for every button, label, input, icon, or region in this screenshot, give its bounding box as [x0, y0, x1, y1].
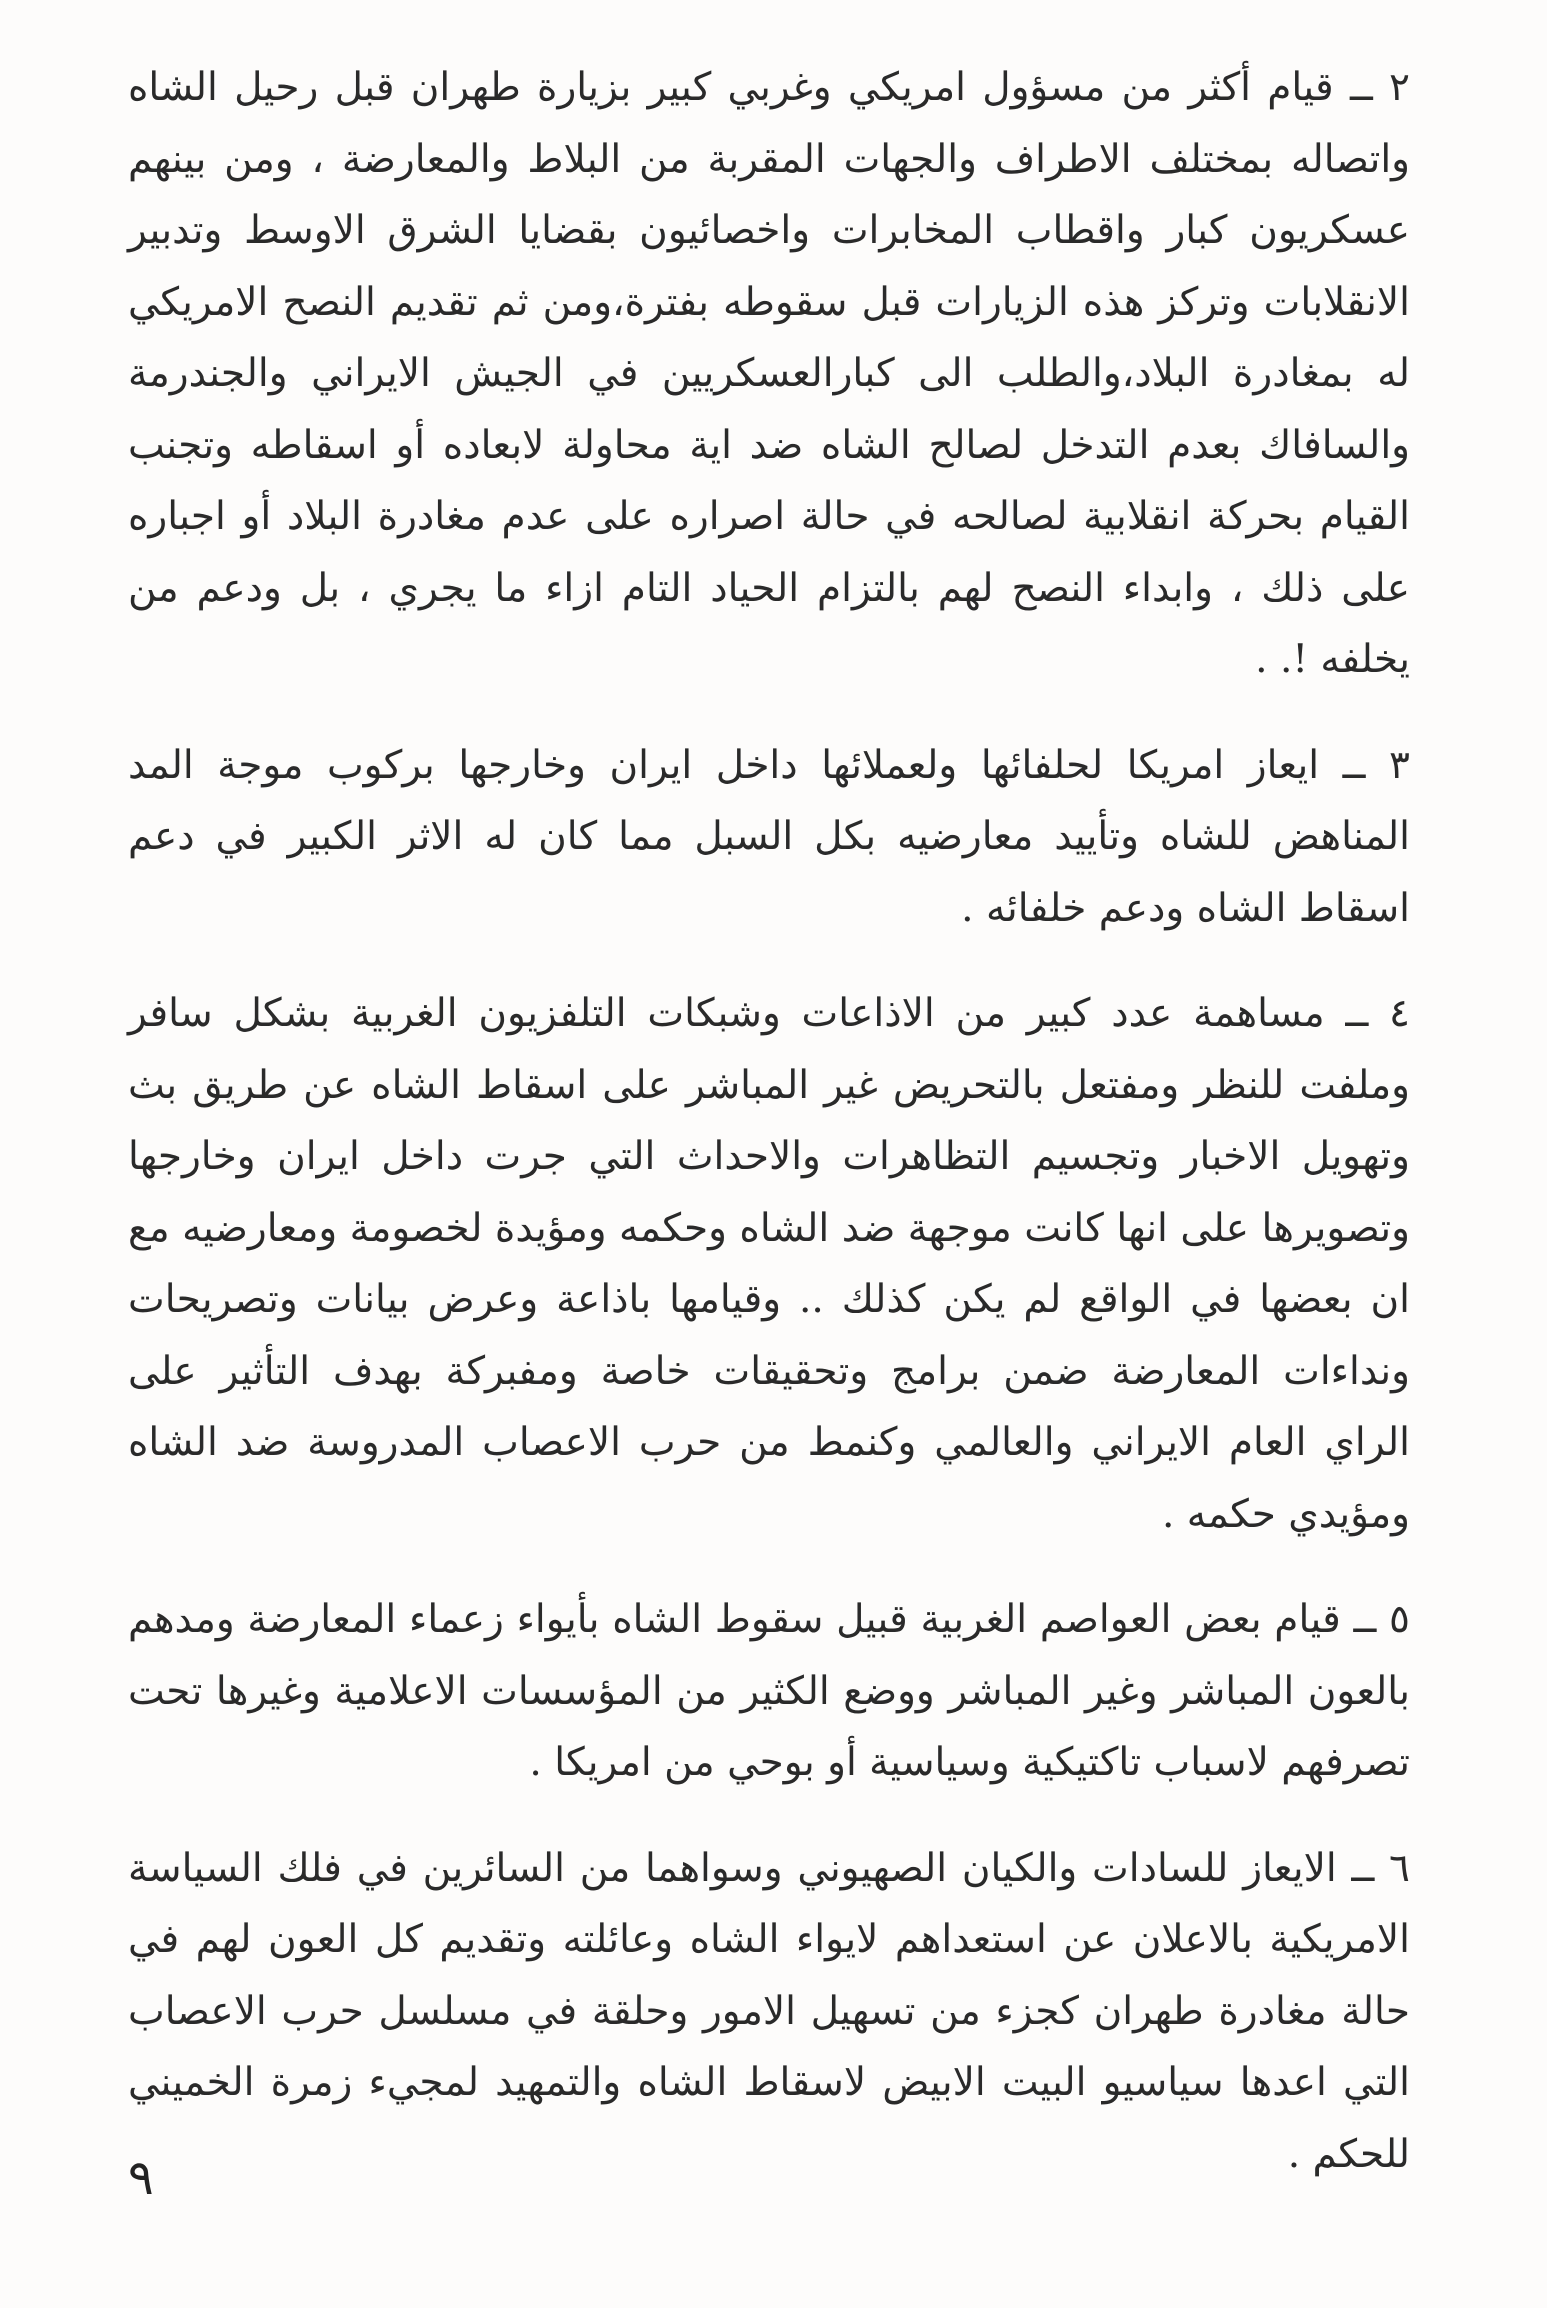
paragraph-6: ٦ ــ الايعاز للسادات والكيان الصهيوني وسواهما من السائرين في فلك السياسة الامريكية بالاعلان عن استعداهم لايواء الشاه وعائلته وتقديم كل العون لهم في حالة مغادرة طهران كجزء من تسهيل الامور وحلقة في مسلسل حرب الاعصاب التي اعدها سياسيو البيت الابيض لاسقاط الشاه والتمهيد لمجيء زمرة الخميني للحكم . [128, 1845, 1410, 2177]
paragraph-3: ٣ ــ ايعاز امريكا لحلفائها ولعملائها داخل ايران وخارجها بركوب موجة المد المناهض للشاه وتأييد معارضيه بكل السبل مما كان له الاثر الكبير في دعم اسقاط الشاه ودعم خلفائه . [128, 742, 1410, 931]
page-number: ٩ [128, 2150, 154, 2206]
paragraph-5: ٥ ــ قيام بعض العواصم الغربية قبيل سقوط الشاه بأيواء زعماء المعارضة ومدهم بالعون المباشر وغير المباشر ووضع الكثير من المؤسسات الاعلامية وغيرها تحت تصرفهم لاسباب تاكتيكية وسياسية أو بوحي من امريكا . [128, 1597, 1410, 1785]
paragraph-2: ٢ ــ قيام أكثر من مسؤول امريكي وغربي كبير بزيارة طهران قبل رحيل الشاه واتصاله بمختلف الاطراف والجهات المقربة من البلاط والمعارضة ، ومن بينهم عسكريون كبار واقطاب المخابرات واخصائيون بقضايا الشرق الاوسط وتدبير الانقلابات وتركز هذه الزيارات قبل سقوطه بفترة،ومن ثم تقديم النصح الامريكي له بمغادرة البلاد،والطلب الى كبارالعسكريين في الجيش الايراني والجندرمة والسافاك بعدم التدخل لصالح الشاه ضد اية محاولة لابعاده أو اسقاطه وتجنب القيام بحركة انقلابية لصالحه في حالة اصراره على عدم مغادرة البلاد أو اجباره على ذلك ، وابداء النصح لهم بالتزام الحياد التام ازاء ما يجري ، بل ودعم من يخلفه !. . [128, 65, 1410, 682]
paragraph-4: ٤ ــ مساهمة عدد كبير من الاذاعات وشبكات التلفزيون الغربية بشكل سافر وملفت للنظر ومفتعل بالتحريض غير المباشر على اسقاط الشاه عن طريق بث وتهويل الاخبار وتجسيم التظاهرات والاحداث التي جرت داخل ايران وخارجها وتصويرها على انها كانت موجهة ضد الشاه وحكمه ومؤيدة لخصومة ومعارضيه مع ان بعضها في الواقع لم يكن كذلك .. وقيامها باذاعة وعرض بيانات وتصريحات ونداءات المعارضة ضمن برامج وتحقيقات خاصة ومفبركة بهدف التأثير على الراي العام الايراني والعالمي وكنمط من حرب الاعصاب المدروسة ضد الشاه ومؤيدي حكمه . [128, 991, 1410, 1537]
page-body-text [128, 52, 1410, 2190]
